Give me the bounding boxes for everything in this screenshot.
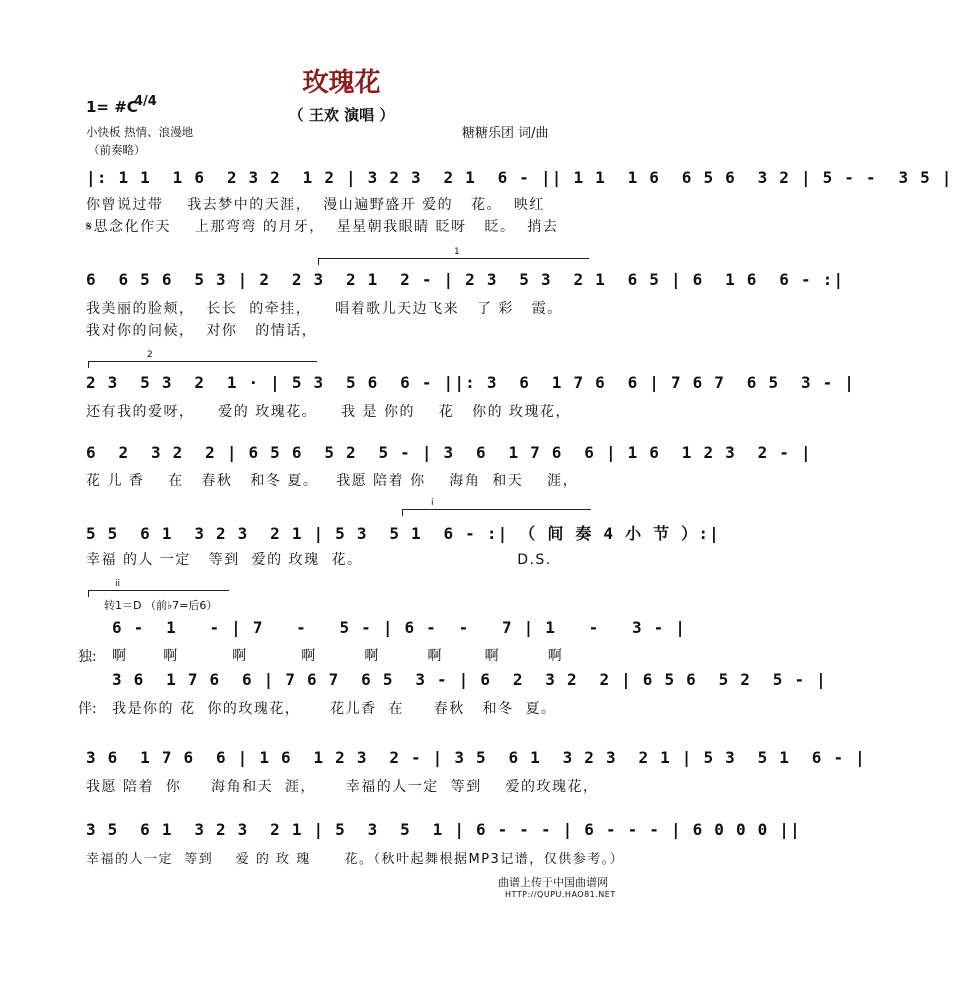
volta-i-label: i <box>431 498 434 508</box>
tempo-marking: 小快板 热情、浪漫地 <box>86 125 194 139</box>
time-signature: 4/4 <box>134 94 157 109</box>
lyric-line: 你曾说过带 我去梦中的天涯， 漫山遍野盛开 爱的 花。 映红 <box>86 197 545 213</box>
lyric-line: 我美丽的脸颊， 长长 的牵挂， 唱着歌儿天边飞来 了 彩 霞。 <box>86 301 563 317</box>
volta-2-bracket <box>88 350 317 368</box>
notation-line: 3 6 1 7 6 6 | 1 6 1 2 3 2 - | 3 5 6 1 3 2 3 2 1 | 5 3 5 1 6 - | <box>86 748 866 767</box>
volta-ii-bracket <box>88 579 229 597</box>
volta-2-label: 2 <box>147 350 153 360</box>
lyric-line: 幸福的人一定 等到 爱 的 玫 瑰 花。（秋叶起舞根据MP3记谱，仅供参考。） <box>86 852 625 867</box>
volta-1-bracket <box>318 247 589 265</box>
footer-site-name: 曲谱上传于中国曲谱网 <box>498 876 608 889</box>
accompaniment-label: 伴: <box>78 701 97 717</box>
lyric-line: 我愿 陪着 你 海角和天 涯， 幸福的人一定 等到 爱的玫瑰花， <box>86 779 599 795</box>
lyric-line: 𝄋思念化作天 上那弯弯 的月牙， 星星朝我眼睛 眨呀 眨。 捎去 <box>86 219 559 235</box>
footer-url: HTTP://QUPU.HAO81.NET <box>505 890 616 899</box>
intro-note: （前奏略） <box>88 143 146 157</box>
volta-1-label: 1 <box>454 247 460 257</box>
lyric-line: 啊 啊 啊 啊 啊 啊 啊 啊 <box>112 648 564 664</box>
key-signature: 1= #C <box>86 98 138 116</box>
notation-line: |: 1 1 1 6 2 3 2 1 2 | 3 2 3 2 1 6 - || 1 1 1 6 6 5 6 3 2 | 5 - - 3 5 | <box>86 168 953 187</box>
notation-line: 6 2 3 2 2 | 6 5 6 5 2 5 - | 3 6 1 7 6 6 | 1 6 1 2 3 2 - | <box>86 443 812 462</box>
lyric-line: 我是你的 花 你的玫瑰花， 花儿香 在 春秋 和冬 夏。 <box>112 701 557 717</box>
notation-line: 5 5 6 1 3 2 3 2 1 | 5 3 5 1 6 - :| （ 间 奏 4 小 节 ）:| <box>86 524 721 543</box>
volta-i-bracket <box>402 498 591 516</box>
notation-line: 6 - 1 - | 7 - 5 - | 6 - - 7 | 1 - 3 - | <box>112 618 687 637</box>
singer-credit: （ 王欢 演唱 ） <box>288 106 395 124</box>
lyric-line: 还有我的爱呀， 爱的 玫瑰花。 我 是 你的 花 你的 玫瑰花， <box>86 404 572 420</box>
notation-line: 6 6 5 6 5 3 | 2 2 3 2 1 2 - | 2 3 5 3 2 1 6 5 | 6 1 6 6 - :| <box>86 270 845 289</box>
modulation-note: 转1＝D （前♭7=后6） <box>104 599 218 612</box>
credits: 糖糖乐团 词/曲 <box>462 126 549 141</box>
lyric-line: 幸福 的人 一定 等到 爱的 玫瑰 花。 D.S. <box>86 552 552 568</box>
notation-line: 3 6 1 7 6 6 | 7 6 7 6 5 3 - | 6 2 3 2 2 | 6 5 6 5 2 5 - | <box>112 670 827 689</box>
notation-line: 3 5 6 1 3 2 3 2 1 | 5 3 5 1 | 6 - - - | 6 - - - | 6 0 0 0 || <box>86 820 801 839</box>
volta-ii-label: ii <box>115 579 121 589</box>
solo-label: 独: <box>78 649 97 665</box>
page-title: 玫瑰花 <box>302 68 381 98</box>
lyric-line: 花 儿 香 在 春秋 和冬 夏。 我愿 陪着 你 海角 和天 涯， <box>86 473 579 489</box>
notation-line: 2 3 5 3 2 1 · | 5 3 5 6 6 - ||: 3 6 1 7 6 6 | 7 6 7 6 5 3 - | <box>86 373 856 392</box>
lyric-line: 我对你的问候， 对你 的情话， <box>86 323 318 339</box>
